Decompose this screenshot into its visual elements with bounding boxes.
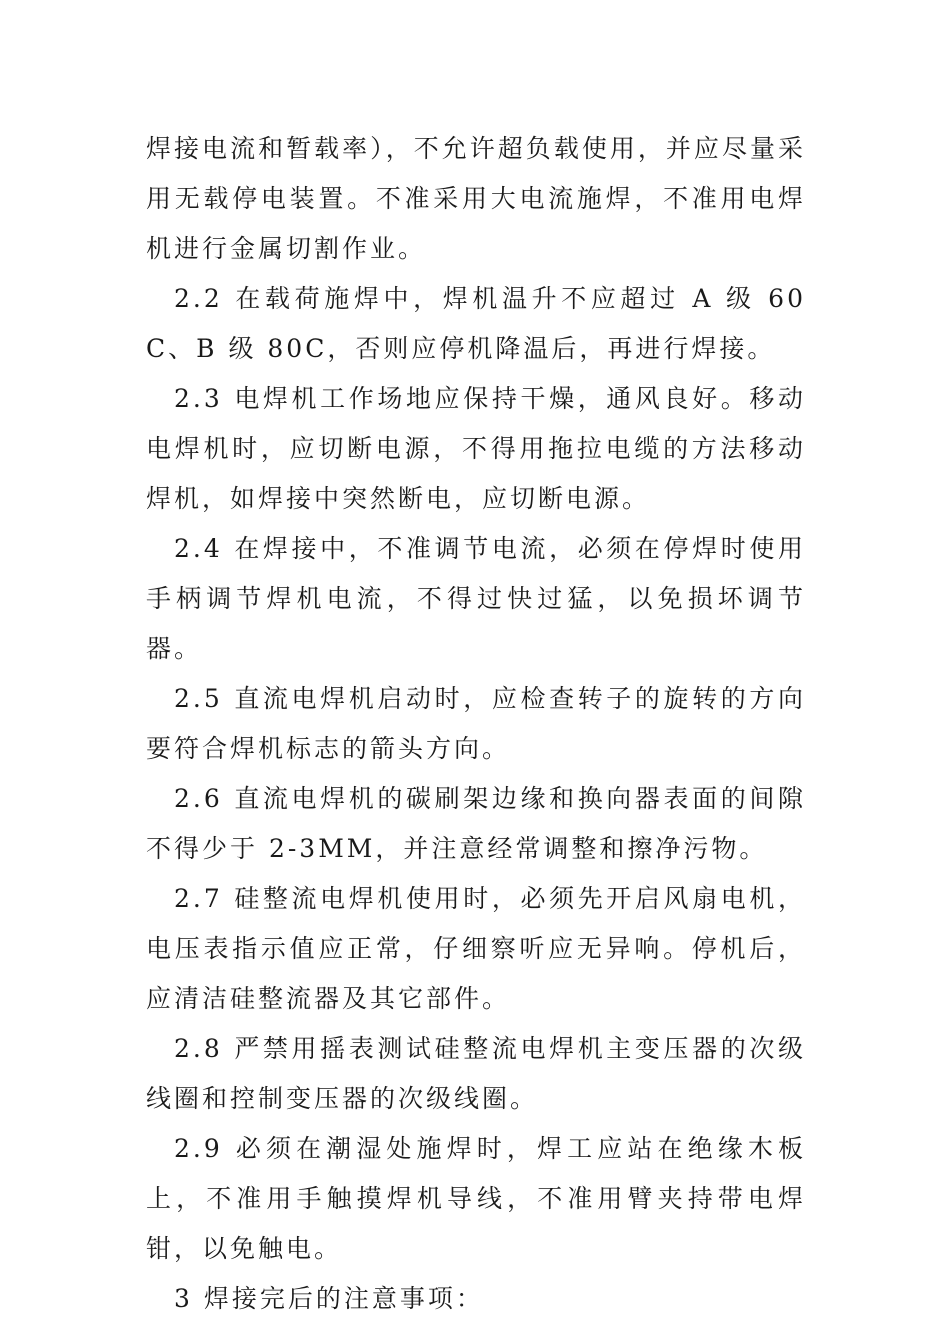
paragraph-2-3: 2.3 电焊机工作场地应保持干燥，通风良好。移动电焊机时，应切断电源，不得用拖拉电缆的方法移动焊机，如焊接中突然断电，应切断电源。 [146, 384, 806, 513]
paragraph-2-2: 2.2 在载荷施焊中，焊机温升不应超过 A 级 60C、B 级 80C，否则应停机降温后，再进行焊接。 [146, 284, 806, 363]
paragraph-2-7: 2.7 硅整流电焊机使用时，必须先开启风扇电机，电压表指示值应正常，仔细察听应无异响。停机后，应清洁硅整流器及其它部件。 [146, 884, 806, 1013]
document-body [146, 124, 806, 1324]
paragraph-continuation: 焊接电流和暂载率），不允许超负载使用，并应尽量采用无载停电装置。不准采用大电流施焊，不准用电焊机进行金属切割作业。 [146, 134, 806, 263]
paragraph-2-5: 2.5 直流电焊机启动时，应检查转子的旋转的方向要符合焊机标志的箭头方向。 [146, 684, 806, 763]
paragraph-2-8: 2.8 严禁用摇表测试硅整流电焊机主变压器的次级线圈和控制变压器的次级线圈。 [146, 1034, 806, 1113]
paragraph-2-9: 2.9 必须在潮湿处施焊时，焊工应站在绝缘木板上，不准用手触摸焊机导线，不准用臂夹持带电焊钳，以免触电。 [146, 1134, 806, 1263]
paragraph-2-4: 2.4 在焊接中，不准调节电流，必须在停焊时使用手柄调节焊机电流，不得过快过猛，以免损坏调节器。 [146, 534, 806, 663]
paragraph-2-6: 2.6 直流电焊机的碳刷架边缘和换向器表面的间隙不得少于 2-3MM，并注意经常调整和擦净污物。 [146, 784, 806, 863]
section-heading-3: 3 焊接完后的注意事项： [174, 1284, 484, 1313]
